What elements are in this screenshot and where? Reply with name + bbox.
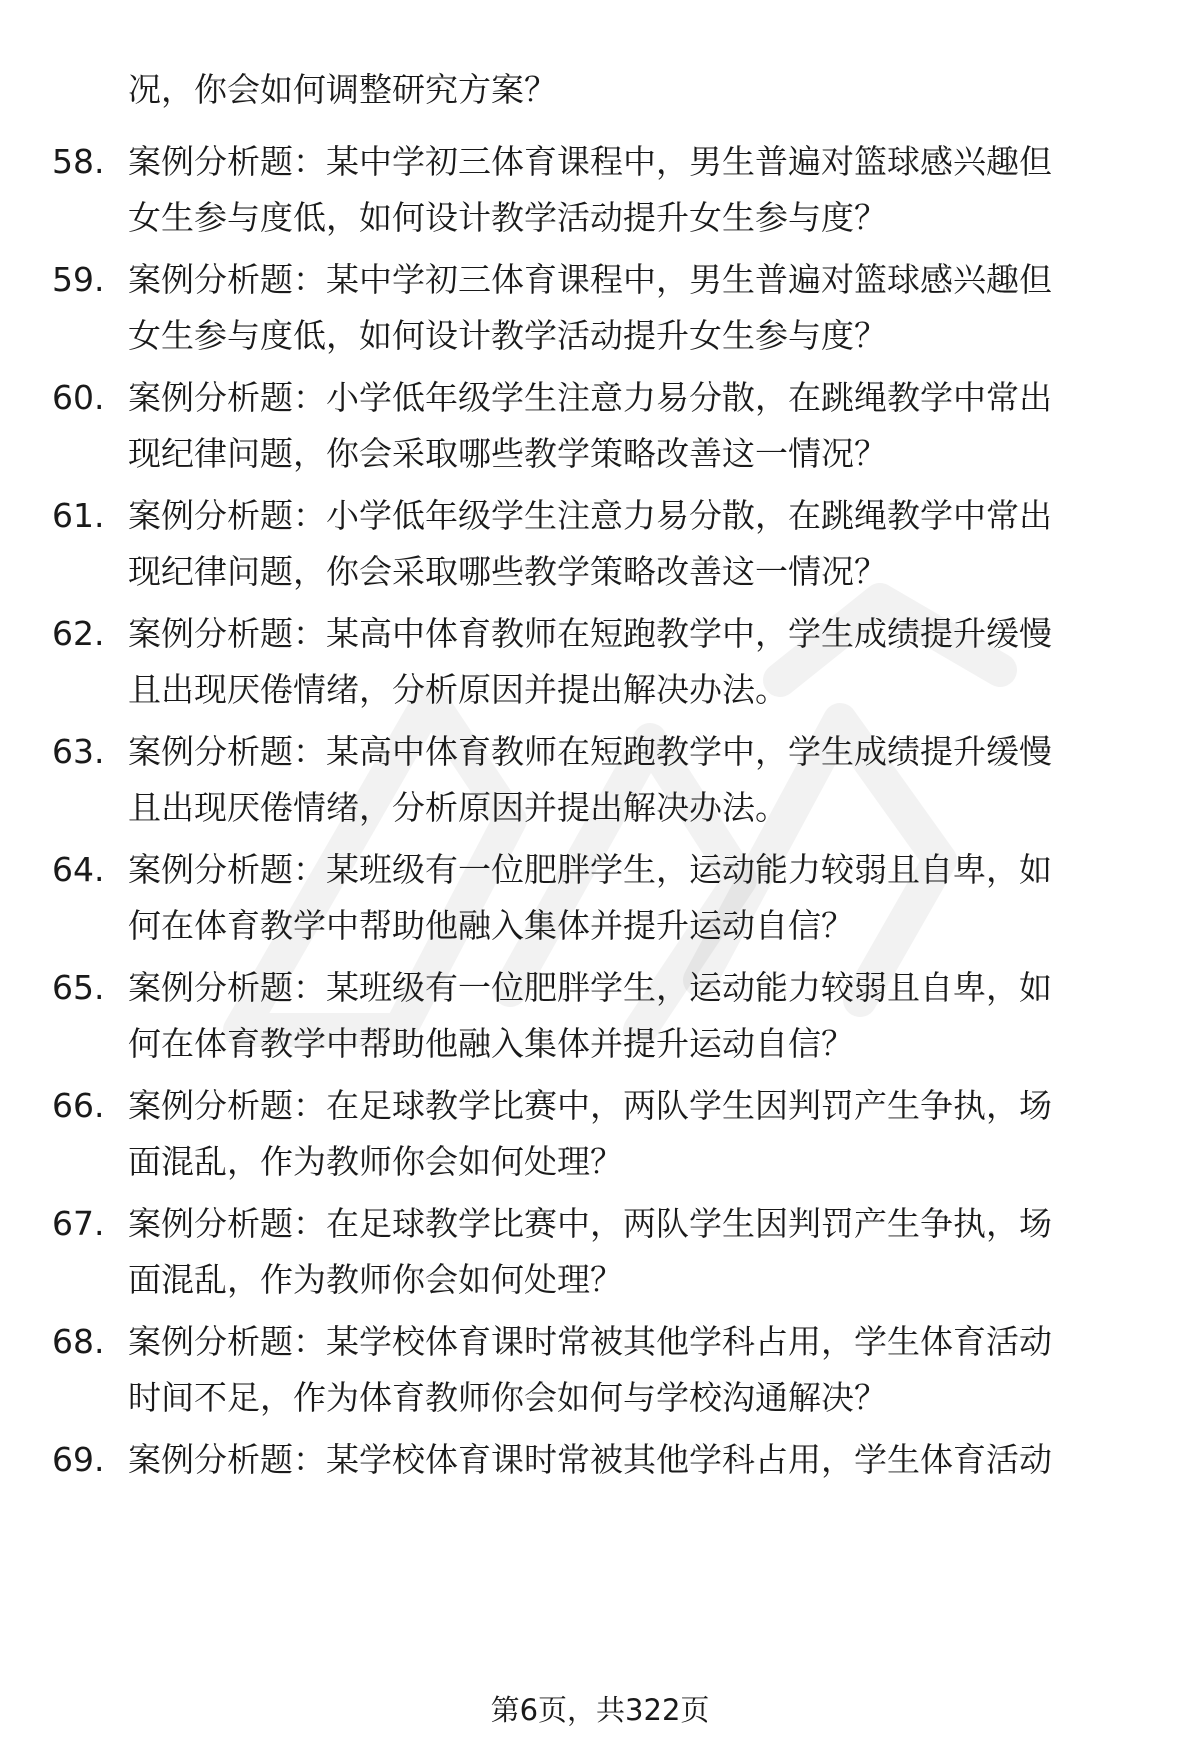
question-number: 59. bbox=[52, 260, 105, 299]
question-text-line: 案例分析题：某学校体育课时常被其他学科占用，学生体育活动 bbox=[128, 1322, 1052, 1361]
question-text-line: 案例分析题：某高中体育教师在短跑教学中，学生成绩提升缓慢 bbox=[128, 732, 1052, 771]
question-text-line: 案例分析题：在足球教学比赛中，两队学生因判罚产生争执，场 bbox=[128, 1204, 1052, 1243]
question-number: 69. bbox=[52, 1440, 105, 1479]
question-text-line: 女生参与度低，如何设计教学活动提升女生参与度？ bbox=[128, 198, 887, 237]
question-text-line: 案例分析题：某中学初三体育课程中，男生普遍对篮球感兴趣但 bbox=[128, 142, 1052, 181]
question-text-line: 案例分析题：某学校体育课时常被其他学科占用，学生体育活动 bbox=[128, 1440, 1052, 1479]
question-number: 67. bbox=[52, 1204, 105, 1243]
question-number: 60. bbox=[52, 378, 105, 417]
question-text-line: 案例分析题：某高中体育教师在短跑教学中，学生成绩提升缓慢 bbox=[128, 614, 1052, 653]
page-footer: 第6页，共322页 bbox=[490, 1693, 710, 1727]
continuation-text: 况，你会如何调整研究方案？ bbox=[128, 70, 557, 109]
question-number: 68. bbox=[52, 1322, 105, 1361]
question-number: 61. bbox=[52, 496, 105, 535]
question-text-line: 案例分析题：小学低年级学生注意力易分散，在跳绳教学中常出 bbox=[128, 378, 1052, 417]
question-number: 65. bbox=[52, 968, 105, 1007]
question-text-line: 案例分析题：某班级有一位肥胖学生，运动能力较弱且自卑，如 bbox=[128, 850, 1052, 889]
question-text-line: 时间不足，作为体育教师你会如何与学校沟通解决？ bbox=[128, 1378, 887, 1417]
question-text-line: 面混乱，作为教师你会如何处理？ bbox=[128, 1142, 623, 1181]
question-text-line: 且出现厌倦情绪，分析原因并提出解决办法。 bbox=[128, 670, 788, 709]
question-number: 63. bbox=[52, 732, 105, 771]
question-number: 62. bbox=[52, 614, 105, 653]
question-text-line: 且出现厌倦情绪，分析原因并提出解决办法。 bbox=[128, 788, 788, 827]
question-text-line: 现纪律问题，你会采取哪些教学策略改善这一情况？ bbox=[128, 552, 887, 591]
question-text-line: 案例分析题：某中学初三体育课程中，男生普遍对篮球感兴趣但 bbox=[128, 260, 1052, 299]
question-text-line: 何在体育教学中帮助他融入集体并提升运动自信？ bbox=[128, 906, 854, 945]
question-number: 66. bbox=[52, 1086, 105, 1125]
question-text-line: 女生参与度低，如何设计教学活动提升女生参与度？ bbox=[128, 316, 887, 355]
question-text-line: 面混乱，作为教师你会如何处理？ bbox=[128, 1260, 623, 1299]
question-text-line: 现纪律问题，你会采取哪些教学策略改善这一情况？ bbox=[128, 434, 887, 473]
question-text-line: 何在体育教学中帮助他融入集体并提升运动自信？ bbox=[128, 1024, 854, 1063]
question-text-line: 案例分析题：某班级有一位肥胖学生，运动能力较弱且自卑，如 bbox=[128, 968, 1052, 1007]
question-number: 58. bbox=[52, 142, 105, 181]
question-text-line: 案例分析题：在足球教学比赛中，两队学生因判罚产生争执，场 bbox=[128, 1086, 1052, 1125]
question-number: 64. bbox=[52, 850, 105, 889]
question-text-line: 案例分析题：小学低年级学生注意力易分散，在跳绳教学中常出 bbox=[128, 496, 1052, 535]
